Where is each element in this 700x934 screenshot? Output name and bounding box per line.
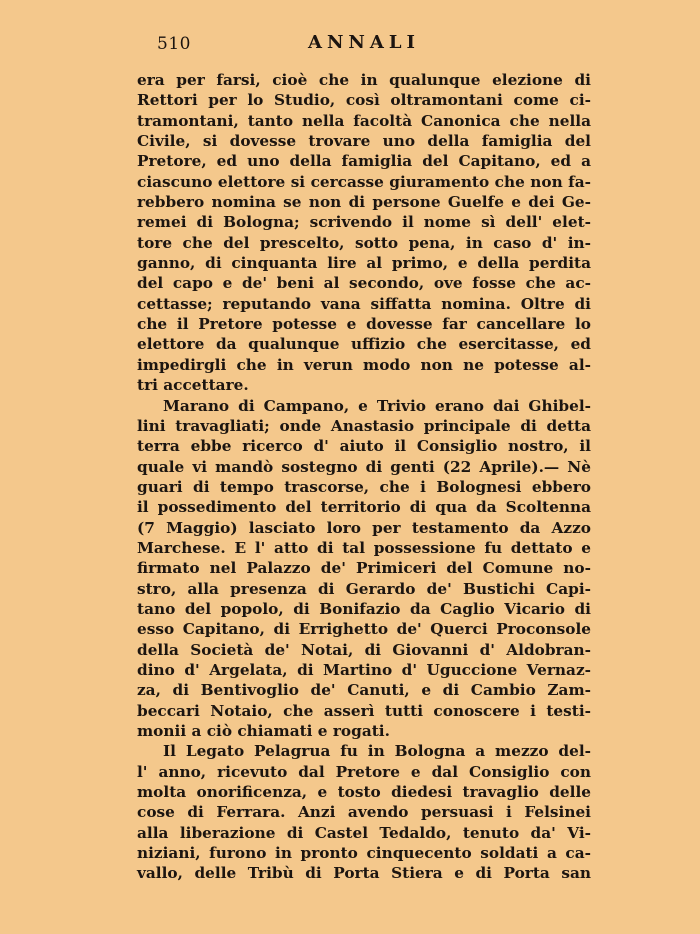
text-line: (7 Maggio) lasciato loro per testamento da Azzo — [137, 518, 591, 537]
text-line: dino d' Argelata, di Martino d' Uguccione Vernaz- — [137, 660, 591, 679]
text-line: firmato nel Palazzo de' Primiceri del Comune no- — [137, 559, 591, 578]
text-line: cettasse; reputando vana siffatta nomina. Oltre di — [137, 294, 591, 313]
text-line: il possedimento del territorio di qua da Scoltenna — [137, 498, 591, 517]
text-line: guari di tempo trascorse, che i Bolognesi ebbero — [137, 477, 591, 496]
text-line: beccari Notaio, che asserì tutti conoscere i testi- — [137, 701, 591, 720]
text-line: cose di Ferrara. Anzi avendo persuasi i Felsinei — [137, 803, 591, 822]
text-line: ciascuno elettore si cercasse giuramento che non fa- — [137, 172, 591, 191]
text-line: lini travagliati; onde Anastasio principale di detta — [137, 416, 591, 435]
text-line: Marano di Campano, e Trivio erano dai Ghibel- — [163, 396, 591, 415]
text-line: Civile, si dovesse trovare uno della famiglia del — [137, 132, 591, 151]
text-line: elettore da qualunque uffizio che esercitasse, ed — [137, 335, 591, 354]
text-line: remei di Bologna; scrivendo il nome sì dell' elet- — [137, 213, 591, 232]
text-line: monii a ciò chiamati e rogati. — [137, 722, 390, 740]
text-line: impedirgli che in verun modo non ne potesse al- — [137, 355, 591, 374]
text-line: za, di Bentivoglio de' Canuti, e di Cambio Zam- — [137, 681, 591, 700]
body-text — [137, 70, 591, 884]
text-line: niziani, furono in pronto cinquecento soldati a ca- — [137, 844, 591, 863]
page-number: 510 — [157, 34, 191, 54]
text-line: Rettori per lo Studio, così oltramontani come ci- — [137, 91, 591, 110]
text-line: Il Legato Pelagrua fu in Bologna a mezzo del- — [163, 742, 591, 761]
text-line: tano del popolo, di Bonifazio da Caglio Vicario di — [137, 599, 591, 618]
text-line: l' anno, ricevuto dal Pretore e dal Consiglio con — [137, 762, 591, 781]
text-line: alla liberazione di Castel Tedaldo, tenuto da' Vi- — [137, 823, 591, 842]
text-line: molta onorificenza, e tosto diedesi travaglio delle — [137, 783, 591, 802]
page-header — [0, 30, 700, 60]
text-line: del capo e de' beni al secondo, ove fosse che ac- — [137, 274, 591, 293]
text-line: ganno, di cinquanta lire al primo, e della perdita — [137, 254, 591, 273]
text-line: che il Pretore potesse e dovesse far cancellare lo — [137, 315, 591, 334]
text-line: tramontani, tanto nella facoltà Canonica che nella — [137, 111, 591, 130]
text-line: stro, alla presenza di Gerardo de' Bustichi Capi- — [137, 579, 591, 598]
text-line: terra ebbe ricerco d' aiuto il Consiglio nostro, il — [137, 437, 591, 456]
text-line: tore che del prescelto, sotto pena, in caso d' in- — [137, 233, 591, 252]
text-line: vallo, delle Tribù di Porta Stiera e di Porta san — [137, 864, 591, 883]
text-line: Marchese. E l' atto di tal possessione fu dettato e — [137, 538, 591, 557]
running-title: ANNALI — [308, 32, 420, 53]
text-line: Pretore, ed uno della famiglia del Capitano, ed a — [137, 152, 591, 171]
text-line: esso Capitano, di Errighetto de' Querci Proconsole — [137, 620, 591, 639]
text-line: tri accettare. — [137, 376, 249, 395]
text-line: era per farsi, cioè che in qualunque elezione di — [137, 71, 591, 89]
text-line: quale vi mandò sostegno di genti (22 Aprile).— Nè — [137, 457, 591, 476]
text-line: rebbero nomina se non di persone Guelfe e dei Ge- — [137, 193, 591, 212]
text-line: della Società de' Notai, di Giovanni d' Aldobran- — [137, 640, 591, 659]
